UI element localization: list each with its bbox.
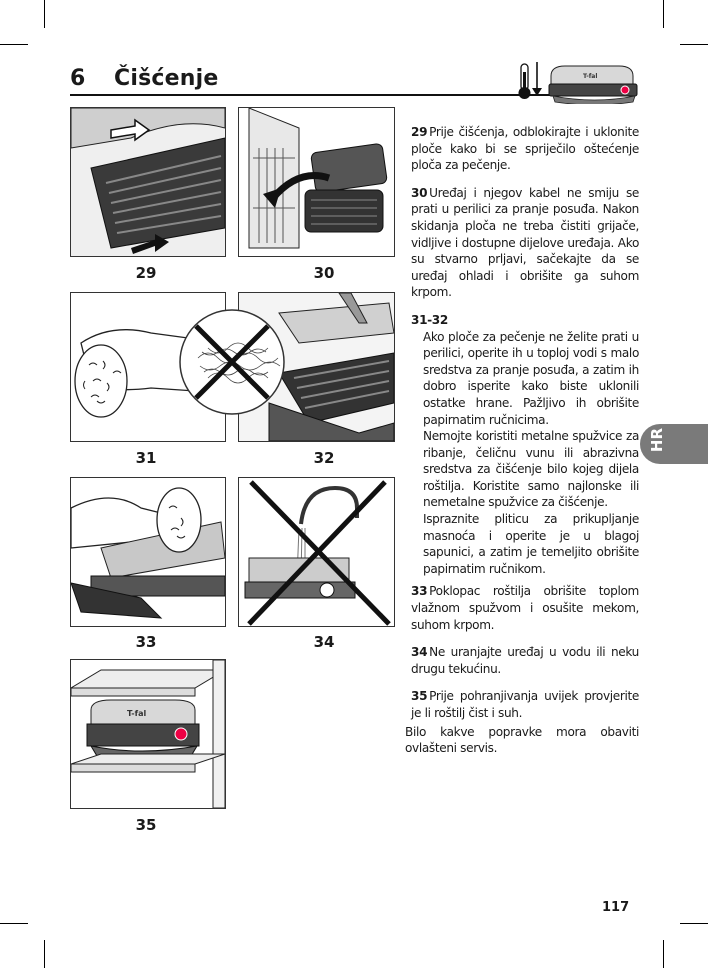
step-30: [411, 185, 639, 301]
crop-mark: [663, 940, 664, 968]
step-text: Prije pohranjivanja uvijek provjerite je li roštilj čist i suh.: [411, 689, 639, 720]
crop-mark: [44, 0, 45, 28]
figure-label: 35: [135, 816, 157, 834]
crop-mark: [0, 923, 28, 924]
step-text: Poklopac roštilja obrišite toplom vlažnom spužvom i osušite mekom, suhom krpom.: [411, 584, 639, 632]
header-illustration: [515, 58, 639, 104]
step-35: [411, 688, 639, 721]
crop-mark: [680, 44, 708, 45]
language-tab-label: HR: [648, 427, 666, 453]
page-number: 117: [602, 900, 630, 915]
figure-35: [70, 659, 226, 809]
figure-30: [238, 107, 395, 257]
section-heading: [70, 66, 218, 91]
language-tab: [640, 424, 708, 464]
figure-label: 33: [135, 633, 157, 651]
step-paragraph: Ako ploče za pečenje ne želite prati u perilici, operite ih u toploj vodi s malo sredstva za pranje posuđa, a zatim ih dobro isperite kako biste uklonili ostatke hrane. Pažljivo ih obrišite papirnatim ručnicima.: [423, 329, 639, 427]
figure-label: 30: [313, 264, 335, 282]
final-note: Bilo kakve popravke mora obaviti ovlašteni servis.: [405, 724, 639, 756]
step-paragraph: Nemojte koristiti metalne spužvice za ribanje, čeličnu vunu ili abrazivna sredstva za čišćenje bilo kojeg dijela roštilja. Koristite samo najlonske ili nemetalne spužvice za čišćenje.: [423, 429, 639, 510]
step-number: 33: [411, 584, 428, 599]
step-31-32: [411, 312, 639, 578]
step-text: Ne uranjajte uređaj u vodu ili neku drugu tekućinu.: [411, 645, 639, 676]
figure-29: [70, 107, 226, 257]
section-title: Čišćenje: [114, 66, 219, 91]
brand-logo: T-fal: [127, 709, 147, 718]
figure-label: 34: [313, 633, 335, 651]
crop-mark: [680, 923, 708, 924]
step-paragraph: Ispraznite pliticu za prikupljanje masnoća i operite je u blagoj sapunici, a zatim je temeljito obrišite papirnatim ručnikom.: [423, 512, 639, 576]
crop-mark: [663, 0, 664, 28]
figure-label: 32: [313, 449, 335, 467]
step-text: Prije čišćenja, odblokirajte i uklonite ploče kako bi se spriječilo oštećenje ploča za pečenje.: [411, 125, 639, 173]
step-number: 35: [411, 689, 428, 704]
brand-logo: T-fal: [583, 73, 598, 80]
figure-34: [238, 477, 395, 627]
step-number: 29: [411, 125, 428, 139]
section-number: 6: [70, 66, 86, 91]
figure-label: 29: [135, 264, 157, 282]
figure-label: 31: [135, 449, 157, 467]
step-number: 30: [411, 185, 428, 200]
step-29: [411, 124, 639, 174]
arrow-down-icon: [532, 62, 542, 96]
crop-mark: [44, 940, 45, 968]
figure-33: [70, 477, 226, 627]
step-33: [411, 583, 639, 633]
step-34: [411, 644, 639, 677]
thermometer-icon: [519, 64, 531, 99]
instructions-column: [405, 124, 639, 768]
crop-mark: [0, 44, 28, 45]
grill-icon: [549, 66, 637, 104]
step-number: 34: [411, 645, 428, 660]
no-steel-wool-symbol: [178, 308, 286, 416]
step-text: Uređaj i njegov kabel ne smiju se prati u perilici za pranje posuđa. Nakon skidanja ploča ne treba čistiti grijače, vidljive i dostupne dijelove uređaja. Ako su stvarno prljavi, sačekajte da se uređaj ohladi i obrišite ga suhom krpom.: [411, 185, 639, 300]
step-number: 31-32: [411, 312, 448, 327]
